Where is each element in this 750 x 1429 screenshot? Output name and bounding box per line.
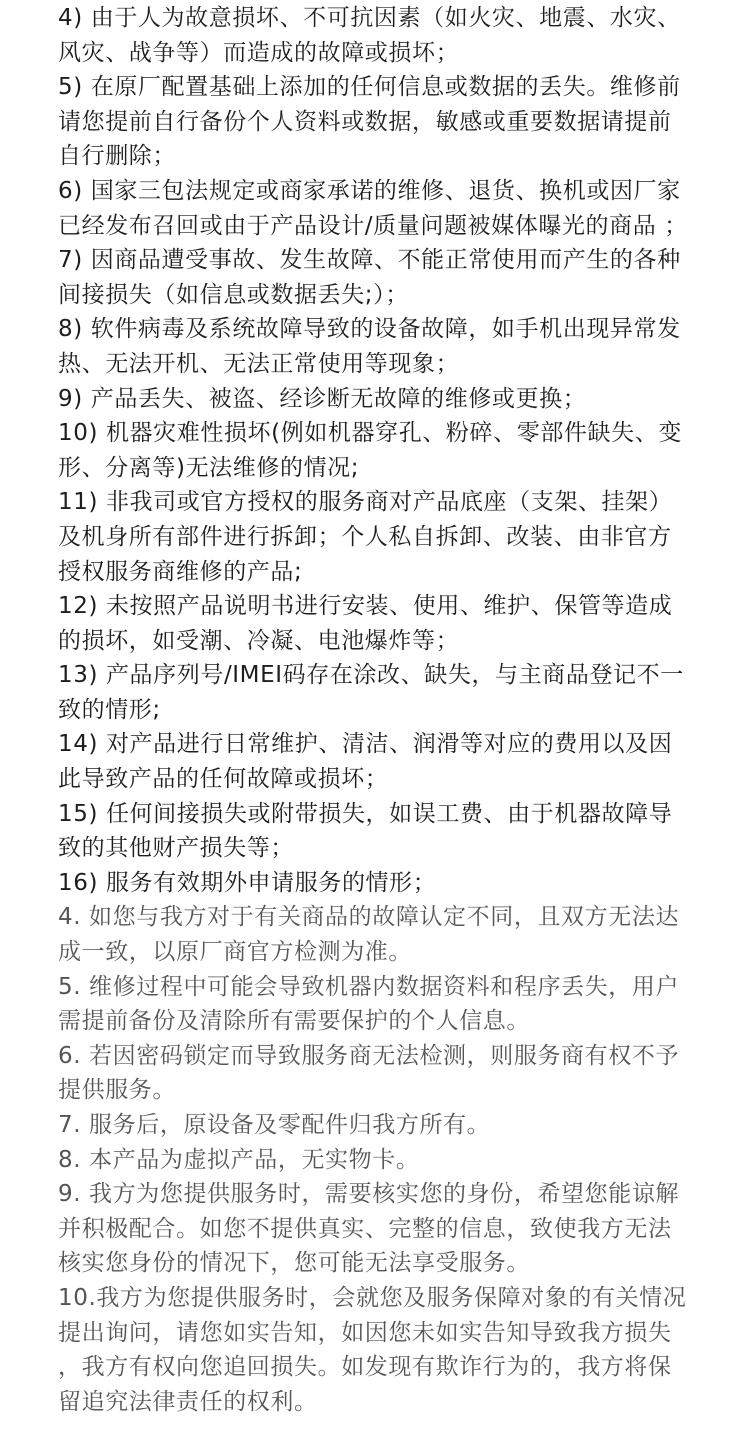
clause-line: 5) 在原厂配置基础上添加的任何信息或数据的丢失。维修前 [58,74,681,101]
exclusion-clause [58,658,722,727]
clause-line: 核实您身份的情况下，您可能无法享受服务。 [58,1250,530,1277]
clause-line: 8) 软件病毒及系统故障导致的设备故障，如手机出现异常发 [58,316,681,343]
clause-line: 6) 国家三包法规定或商家承诺的维修、退货、换机或因厂家 [58,177,681,204]
clause-line: 7) 因商品遭受事故、发生故障、不能正常使用而产生的各种 [58,247,681,274]
exclusion-clause [58,1,722,70]
exclusion-clause [58,243,722,312]
clause-line: 自行删除； [58,143,176,170]
clause-line: 10.我方为您提供服务时，会就您及服务保障对象的有关情况 [58,1284,687,1311]
clause-line: 成一致，以原厂商官方检测为准。 [58,939,412,966]
terms-clause [58,1108,722,1143]
clause-line: 热、无法开机、无法正常使用等现象； [58,350,460,377]
terms-clause [58,1177,722,1281]
clause-line: 已经发布召回或由于产品设计/质量问题被媒体曝光的商品 ； [58,212,688,239]
exclusion-clause [58,174,722,243]
exclusion-clause [58,797,722,866]
exclusion-clause [58,382,722,417]
exclusion-clause [58,312,722,381]
exclusion-clause [58,589,722,658]
clause-line: 8. 本产品为虚拟产品，无实物卡。 [58,1146,420,1173]
clause-line: 请您提前自行备份个人资料或数据，敏感或重要数据请提前 [58,108,672,135]
clause-line: 5. 维修过程中可能会导致机器内数据资料和程序丢失，用户 [58,973,680,1000]
clause-line: 形、分离等)无法维修的情况; [58,454,360,481]
clause-line: 7. 服务后，原设备及零配件归我方所有。 [58,1112,491,1138]
clause-line: 13) 产品序列号/IMEI码存在涂改、缺失，与主商品登记不一 [58,662,684,689]
exclusion-clause [58,866,722,901]
clause-line: 提供服务。 [58,1077,176,1104]
clause-line: 4) 由于人为故意损坏、不可抗因素（如火灾、地震、水灾、 [58,5,681,31]
clause-line: 10) 机器灾难性损坏(例如机器穿孔、粉碎、零部件缺失、变 [58,420,682,447]
terms-clause [58,1143,722,1178]
clause-line: 致的情形; [58,696,161,723]
clause-line: 并积极配合。如您不提供真实、完整的信息，致使我方无法 [58,1215,672,1242]
exclusion-clause [58,70,722,174]
clause-line: 授权服务商维修的产品; [58,558,303,585]
clause-line: 留追究法律责任的权利。 [58,1388,318,1415]
clause-line: 14) 对产品进行日常维护、清洁、润滑等对应的费用以及因 [58,731,673,758]
clause-line: 6. 若因密码锁定而导致服务商无法检测，则服务商有权不予 [58,1042,680,1069]
clause-line: 12) 未按照产品说明书进行安装、使用、维护、保管等造成 [58,593,673,620]
clause-line: 间接损失（如信息或数据丢失;）； [58,281,409,308]
clause-line: 11) 非我司或官方授权的服务商对产品底座（支架、挂架） [58,489,673,516]
clause-line: 的损坏，如受潮、冷凝、电池爆炸等； [58,627,460,654]
exclusion-clause [58,485,722,589]
clause-line: 16) 服务有效期外申请服务的情形； [58,869,437,896]
exclusion-clause [58,416,722,485]
clause-line: 15) 任何间接损失或附带损失，如误工费、由于机器故障导 [58,800,673,827]
terms-clause [58,970,722,1039]
clause-line: 及机身所有部件进行拆卸；个人私自拆卸、改装、由非官方 [58,523,672,550]
terms-clause [58,1281,722,1419]
terms-clause [58,1039,722,1108]
clause-line: 致的其他财产损失等； [58,835,294,862]
clause-line: 9. 我方为您提供服务时，需要核实您的身份，希望您能谅解 [58,1181,680,1208]
clause-line: 9) 产品丢失、被盗、经诊断无故障的维修或更换； [58,385,587,412]
clause-line: 需提前备份及清除所有需要保护的个人信息。 [58,1008,530,1035]
clause-line: 4. 如您与我方对于有关商品的故障认定不同，且双方无法达 [58,904,680,931]
clause-line: 提出询问，请您如实告知，如因您未如实告知导致我方损失 [58,1319,672,1346]
clause-line: 风灾、战争等）而造成的故障或损坏； [58,39,460,66]
exclusion-clause [58,727,722,796]
terms-clause [58,900,722,969]
clause-line: 此导致产品的任何故障或损坏； [58,766,389,793]
clause-line: ，我方有权向您追回损失。如发现有欺诈行为的，我方将保 [58,1354,672,1381]
